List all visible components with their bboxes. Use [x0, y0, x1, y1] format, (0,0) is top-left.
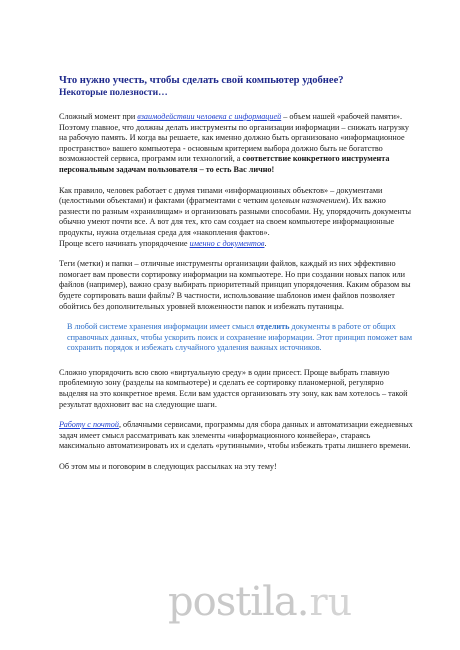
document-body — [59, 74, 413, 483]
paragraph-1-text-b: – объем нашей «рабочей памяти». Поэтому главное, что должны делать инструменты по организации информации – снижать нагрузку на рабочую память. И когда вы решаете, как именно должно быть организовано «информационное пространство» вашего компьютера - основным критерием выбора должно быть не богатство возможностей сервиса, программ или технологий, а — [59, 112, 409, 164]
quote-text-a: В любой системе хранения информации имеет смысл — [67, 322, 257, 332]
quote-bold: отделить — [256, 322, 290, 332]
logo-tld: ru — [309, 580, 353, 624]
link-documents[interactable]: именно с документов — [189, 238, 265, 248]
paragraph-1-bold: соответствие конкретного инструмента персональным задачам пользователя – то есть Вас лично! — [59, 154, 390, 174]
postila-logo — [168, 579, 353, 625]
paragraph-4: Сложно упорядочить всю свою «виртуальную среду» в один присест. Проще выбрать главную проблемную зону (разделы на компьютере) и сделать ее сортировку планомерной, регулярно выделяя на это конкретное время. Если вам удастся организовать эту зону, как вам хотелось – такой результат вдохновит вас на следующие шаги. — [59, 367, 408, 409]
document-title: Что нужно учесть, чтобы сделать свой компьютер удобнее? — [59, 75, 344, 86]
paragraph-3: Теги (метки) и папки – отличные инструменты организации файлов, каждый из них эффективно помогает вам провести сортировку информации на компьютере. Но при создании новых папок или файлов (например), важно сразу выбирать приоритетный принцип упорядочения. Каким образом вы будете сортировать ваши файлы? В частности, использование шаблонов имен файлов позволяет обойтись без дополнительных уровней вложенности папок и избежать путаницы. — [59, 259, 411, 311]
highlight-quote — [67, 322, 413, 354]
paragraph-2-text-c: Проще всего начинать упорядочение — [59, 238, 190, 248]
paragraph-2-italic: целевым назначением — [270, 196, 346, 206]
link-human-information-interaction[interactable]: взаимодействии человека с информацией — [137, 112, 282, 121]
paragraph-5-text: , облачными сервисами, программы для сбора данных и автоматизации ежедневных задач имеет смысл рассматривать как элементы «информационного конвейера», стараясь максимально автоматизировать их и сделать «рутинными», чтобы избежать траты лишнего времени. — [59, 420, 413, 451]
paragraph-1-text-a: Сложный момент при — [59, 112, 138, 121]
logo-dot: . — [296, 579, 310, 625]
paragraph-2-text-b: ). Их важно разнести по разным «хранилищам» и организовать разными способами. Ну, упорядочить документы обычно умеют почти все. А вот для тех, кто сам создает на своем компьютере информационные продукты, нужна отдельная среда для «накопления фактов». — [59, 196, 411, 237]
link-email-work[interactable]: Работу с почтой — [59, 420, 119, 430]
quote-text-b: документы в работе от общих справочных данных, чтобы ускорить поиск и сохранение информации. Этот принцип поможет вам сохранить порядок и избежать случайного удаления важных источников. — [67, 322, 413, 353]
paragraph-1 — [59, 112, 413, 176]
paragraph-6: Об этом мы и поговорим в следующих рассылках на эту тему! — [59, 462, 277, 472]
paragraph-5 — [59, 420, 413, 452]
paragraph-2-text-a: Как правило, человек работает с двумя типами «информационных объектов» – документами (целостными объектами) и фактами (фрагментами с четким — [59, 185, 383, 206]
logo-word: postila — [168, 579, 297, 625]
document-subtitle: Некоторые полезности… — [59, 87, 168, 98]
paragraph-2 — [59, 186, 413, 250]
paragraph-2-text-d: . — [264, 238, 267, 248]
